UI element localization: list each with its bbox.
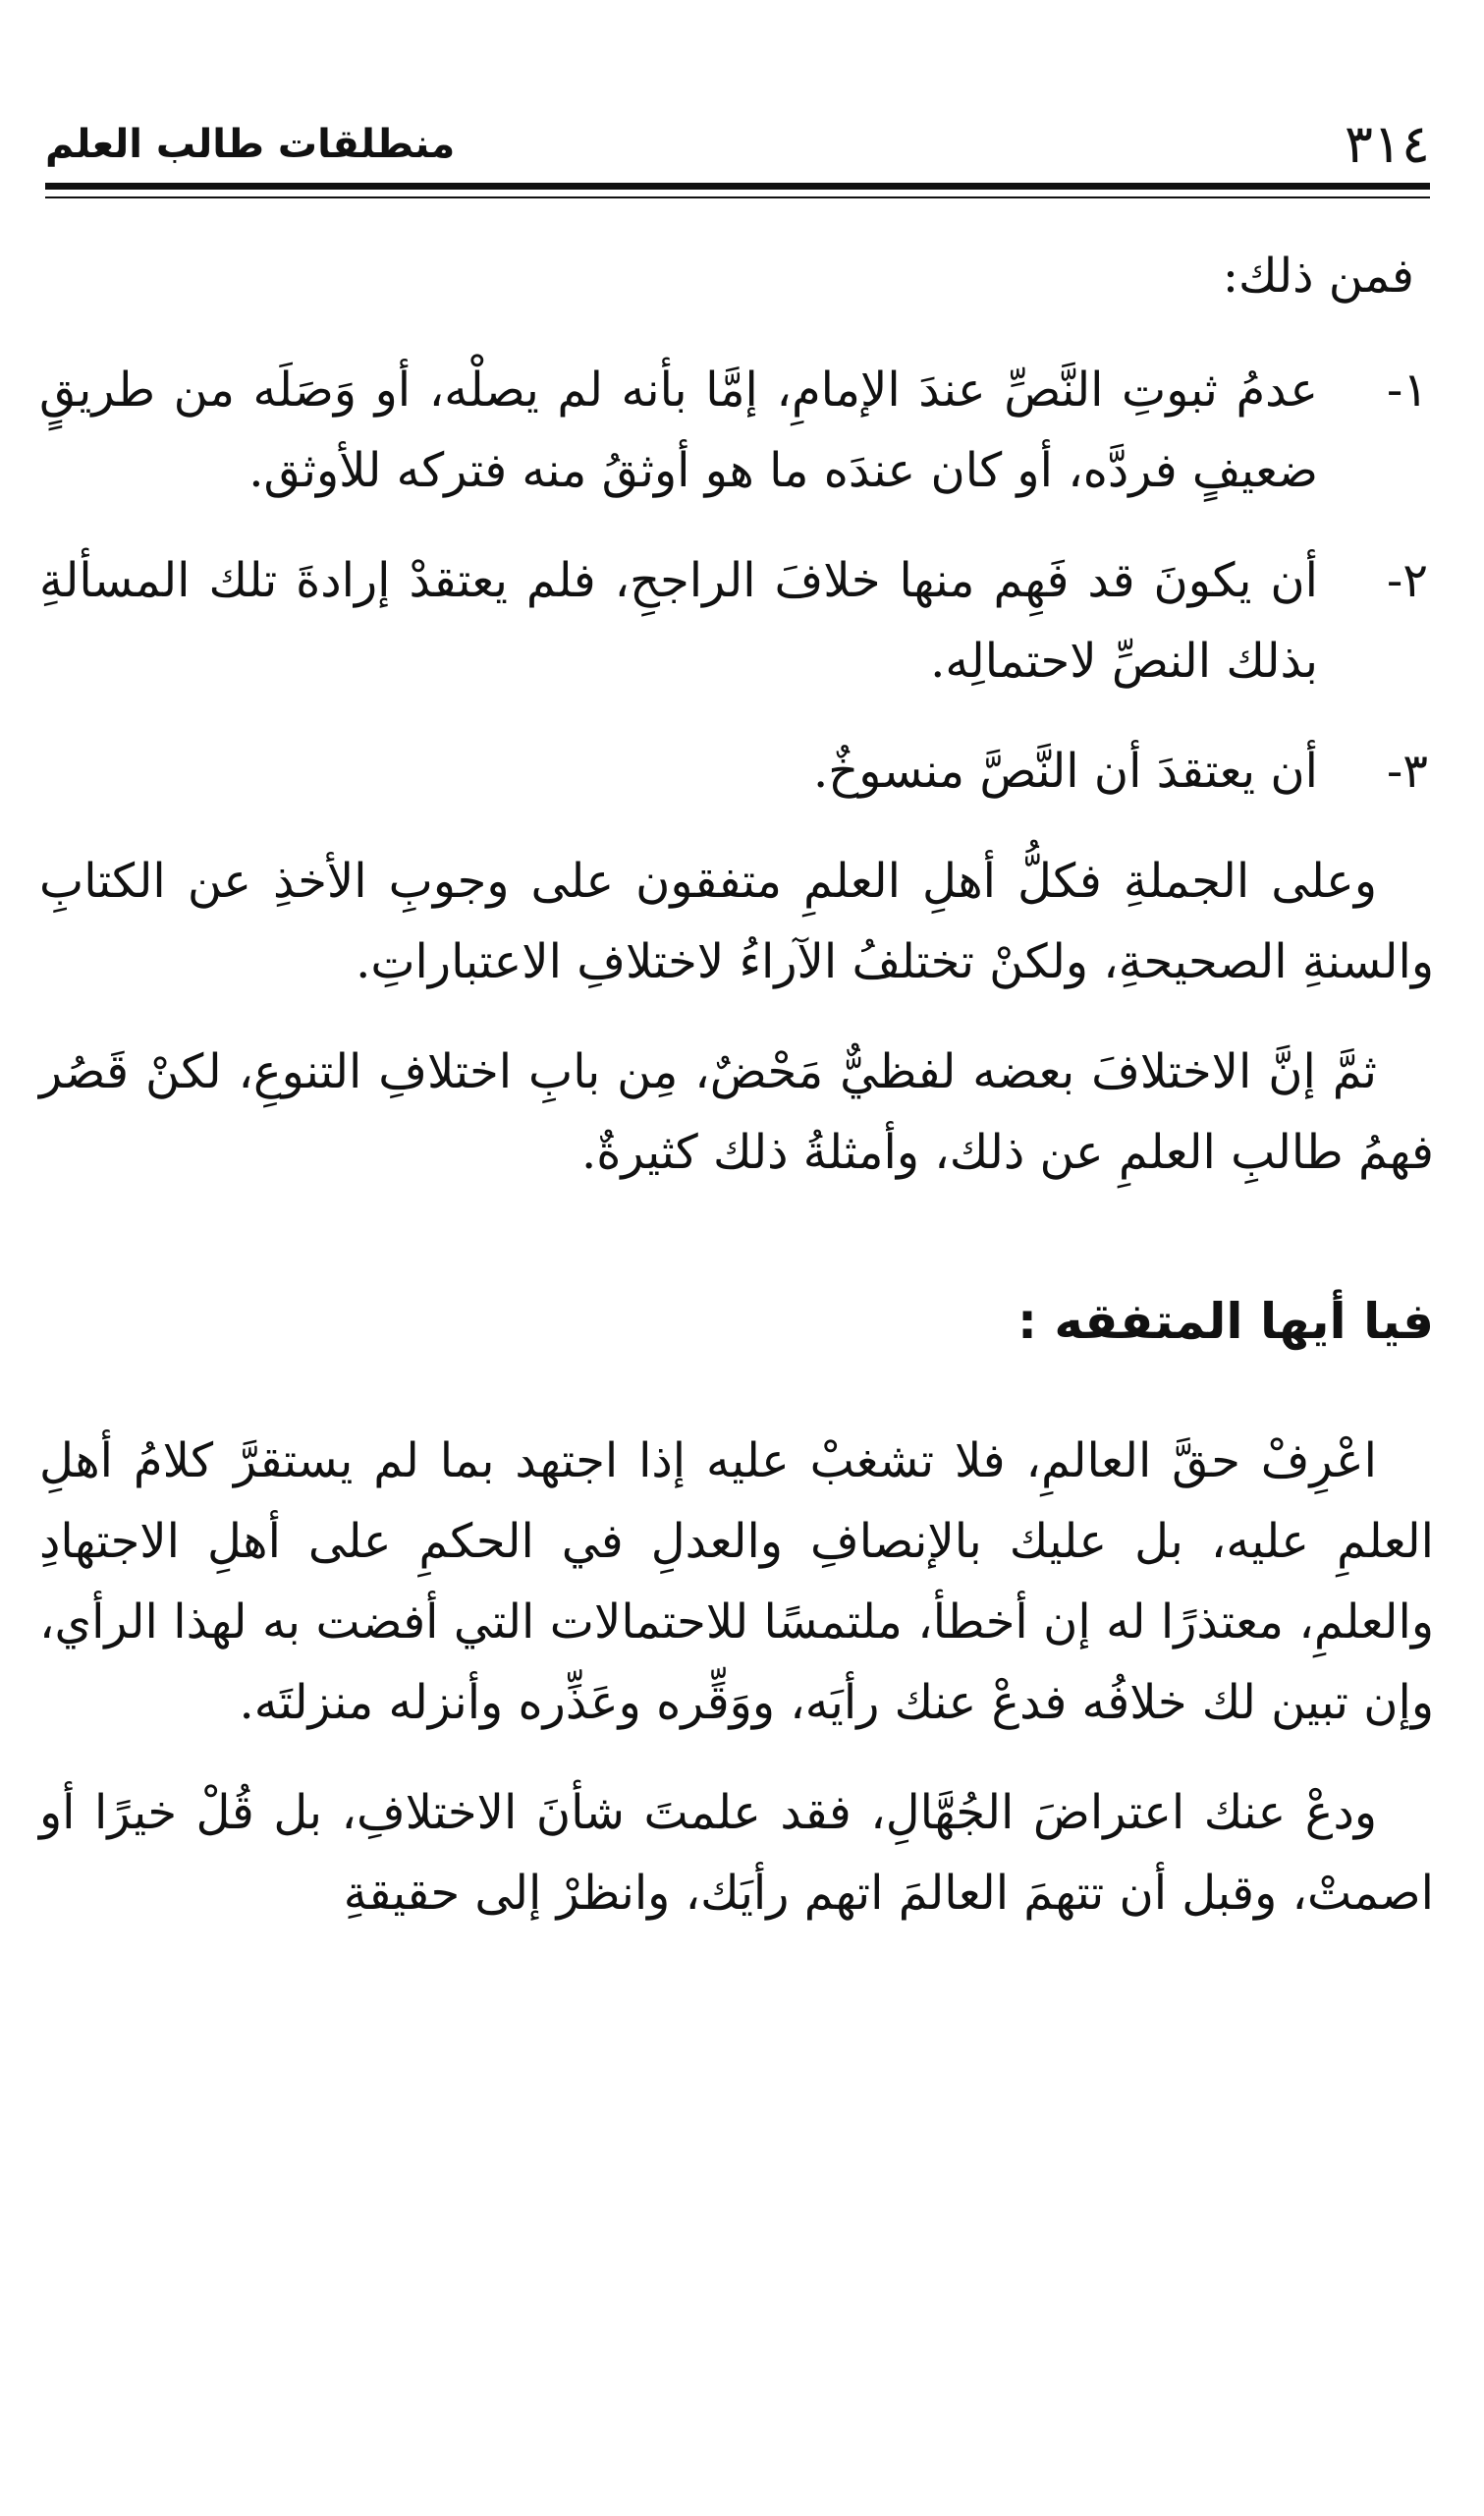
list-item-text: أن يكونَ قد فَهِم منها خلافَ الراجحِ، فلم يعتقدْ إرادةَ تلك المسألةِ بذلك النصِّ لاحتمالِه. xyxy=(39,553,1318,689)
list-item xyxy=(39,350,1434,511)
list-item xyxy=(39,731,1434,811)
list-item xyxy=(39,540,1434,701)
intro-line: فمن ذلك: xyxy=(1222,249,1414,304)
list-item-number: ٣- xyxy=(1387,744,1428,799)
paragraph: ودعْ عنك اعتراضَ الجُهَّالِ، فقد علمتَ شأنَ الاختلافِ، بل قُلْ خيرًا أو اصمتْ، وقبل أن تتهمَ العالمَ اتهم رأيَك، وانظرْ إلى حقيقةِ xyxy=(39,1785,1434,1921)
page-body xyxy=(39,236,1434,1963)
section-heading: فيا أيها المتفقه : xyxy=(1017,1293,1434,1350)
header-rule-thin xyxy=(45,196,1430,198)
page-number: ٣١٤ xyxy=(1344,113,1430,175)
page-header xyxy=(45,110,1430,179)
header-rule-thick xyxy=(45,183,1430,190)
list-item-number: ١- xyxy=(1387,363,1428,418)
paragraph: وعلى الجملةِ فكلُّ أهلِ العلمِ متفقون على وجوبِ الأخذِ عن الكتابِ والسنةِ الصحيحةِ، ولكنْ تختلفُ الآراءُ لاختلافِ الاعتباراتِ. xyxy=(39,854,1434,989)
list-item-text: أن يعتقدَ أن النَّصَّ منسوخٌ. xyxy=(813,744,1318,799)
book-title: منطلقات طالب العلم xyxy=(45,122,456,167)
list-item-number: ٢- xyxy=(1387,553,1428,608)
paragraph: اعْرِفْ حقَّ العالمِ، فلا تشغبْ عليه إذا اجتهد بما لم يستقرَّ كلامُ أهلِ العلمِ عليه، بل عليك بالإنصافِ والعدلِ في الحكمِ على أهلِ الاجتهادِ والعلمِ، معتذرًا له إن أخطأ، ملتمسًا للاحتمالات التي أفضت به لهذا الرأي، وإن تبين لك خلافُه فدعْ عنك رأيَه، ووَقِّره وعَذِّره وأنزله منزلتَه. xyxy=(39,1433,1434,1730)
paragraph: ثمَّ إنَّ الاختلافَ بعضه لفظيٌّ مَحْضٌ، مِن بابِ اختلافِ التنوعِ، لكنْ قَصُر فهمُ طالبِ العلمِ عن ذلك، وأمثلةُ ذلك كثيرةٌ. xyxy=(39,1044,1434,1180)
list-item-text: عدمُ ثبوتِ النَّصِّ عندَ الإمامِ، إمَّا بأنه لم يصلْه، أو وَصَلَه من طريقٍ ضعيفٍ فردَّه، أو كان عندَه ما هو أوثقُ منه فتركه للأوثق. xyxy=(39,363,1318,498)
